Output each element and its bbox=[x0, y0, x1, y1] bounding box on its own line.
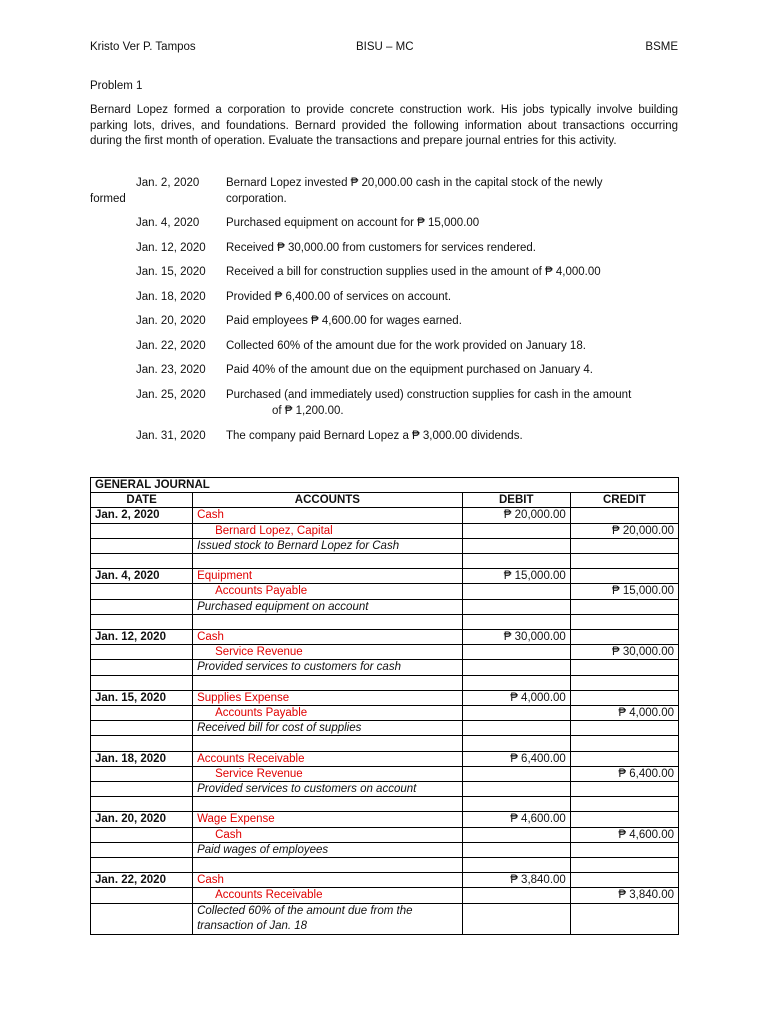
journal-row-spacer bbox=[91, 858, 679, 873]
empty-cell bbox=[570, 751, 678, 766]
entry-explanation: Purchased equipment on account bbox=[193, 599, 463, 614]
journal-row-spacer bbox=[91, 554, 679, 569]
empty-cell bbox=[91, 599, 193, 614]
journal-row-explanation bbox=[91, 599, 679, 614]
empty-cell bbox=[91, 797, 193, 812]
empty-cell bbox=[462, 584, 570, 599]
empty-cell bbox=[462, 721, 570, 736]
empty-cell bbox=[570, 630, 678, 645]
empty-cell bbox=[570, 690, 678, 705]
empty-cell bbox=[193, 858, 463, 873]
empty-cell bbox=[91, 858, 193, 873]
empty-cell bbox=[570, 675, 678, 690]
author-name: Kristo Ver P. Tampos bbox=[90, 41, 196, 53]
empty-cell bbox=[193, 797, 463, 812]
debit-account: Wage Expense bbox=[193, 812, 463, 827]
empty-cell bbox=[91, 554, 193, 569]
empty-cell bbox=[570, 721, 678, 736]
entry-date: Jan. 20, 2020 bbox=[91, 812, 193, 827]
col-debit-header: DEBIT bbox=[462, 493, 570, 508]
empty-cell bbox=[91, 888, 193, 903]
debit-amount: ₱ 20,000.00 bbox=[462, 508, 570, 523]
transaction-text-continued: corporation. bbox=[226, 192, 287, 205]
empty-cell bbox=[570, 614, 678, 629]
journal-row-credit bbox=[91, 645, 679, 660]
transaction-text: Collected 60% of the amount due for the work provided on January 18. bbox=[226, 340, 586, 352]
debit-account: Accounts Receivable bbox=[193, 751, 463, 766]
entry-date: Jan. 22, 2020 bbox=[91, 873, 193, 888]
course-name: BSME bbox=[645, 41, 678, 53]
journal-row-debit bbox=[91, 690, 679, 705]
transaction-description bbox=[226, 339, 678, 355]
transaction-text: Provided ₱ 6,400.00 of services on account. bbox=[226, 291, 452, 303]
col-credit-header: CREDIT bbox=[570, 493, 678, 508]
credit-amount: ₱ 4,600.00 bbox=[570, 827, 678, 842]
empty-cell bbox=[193, 675, 463, 690]
transaction-text-continued: of ₱ 1,200.00. bbox=[272, 404, 344, 417]
journal-title: GENERAL JOURNAL bbox=[91, 478, 679, 493]
credit-amount: ₱ 3,840.00 bbox=[570, 888, 678, 903]
empty-cell bbox=[462, 660, 570, 675]
empty-cell bbox=[91, 538, 193, 553]
transaction-date: Jan. 12, 2020 bbox=[136, 242, 206, 254]
empty-cell bbox=[91, 614, 193, 629]
transaction-date: Jan. 31, 2020 bbox=[136, 430, 206, 442]
empty-cell bbox=[462, 706, 570, 721]
transaction-wrap-word: formed bbox=[90, 192, 126, 205]
credit-account: Bernard Lopez, Capital bbox=[193, 523, 463, 538]
empty-cell bbox=[91, 645, 193, 660]
empty-cell bbox=[570, 903, 678, 934]
empty-cell bbox=[193, 736, 463, 751]
entry-date: Jan. 12, 2020 bbox=[91, 630, 193, 645]
debit-amount: ₱ 30,000.00 bbox=[462, 630, 570, 645]
empty-cell bbox=[91, 660, 193, 675]
transaction-date: Jan. 23, 2020 bbox=[136, 364, 206, 376]
entry-date: Jan. 15, 2020 bbox=[91, 690, 193, 705]
page-header bbox=[90, 41, 678, 57]
debit-amount: ₱ 6,400.00 bbox=[462, 751, 570, 766]
journal-row-credit bbox=[91, 766, 679, 781]
empty-cell bbox=[462, 782, 570, 797]
empty-cell bbox=[91, 842, 193, 857]
journal-row-debit bbox=[91, 751, 679, 766]
problem-title: Problem 1 bbox=[90, 80, 143, 92]
entry-explanation: Issued stock to Bernard Lopez for Cash bbox=[193, 538, 463, 553]
journal-row-spacer bbox=[91, 675, 679, 690]
empty-cell bbox=[570, 569, 678, 584]
entry-date: Jan. 4, 2020 bbox=[91, 569, 193, 584]
journal-row-credit bbox=[91, 888, 679, 903]
empty-cell bbox=[462, 538, 570, 553]
credit-account: Cash bbox=[193, 827, 463, 842]
empty-cell bbox=[462, 842, 570, 857]
journal-row-credit bbox=[91, 827, 679, 842]
journal-row-spacer bbox=[91, 736, 679, 751]
empty-cell bbox=[462, 888, 570, 903]
entry-explanation: Provided services to customers on account bbox=[193, 782, 463, 797]
journal-body bbox=[91, 508, 679, 934]
empty-cell bbox=[462, 554, 570, 569]
empty-cell bbox=[570, 858, 678, 873]
journal-row-credit bbox=[91, 706, 679, 721]
transaction-description bbox=[226, 176, 678, 207]
credit-amount: ₱ 4,000.00 bbox=[570, 706, 678, 721]
debit-amount: ₱ 3,840.00 bbox=[462, 873, 570, 888]
credit-account: Accounts Receivable bbox=[193, 888, 463, 903]
transaction-text: Purchased (and immediately used) construction supplies for cash in the amount bbox=[226, 389, 632, 401]
credit-amount: ₱ 20,000.00 bbox=[570, 523, 678, 538]
transaction-description bbox=[226, 290, 678, 306]
journal-row-spacer bbox=[91, 797, 679, 812]
empty-cell bbox=[462, 827, 570, 842]
empty-cell bbox=[462, 797, 570, 812]
debit-account: Supplies Expense bbox=[193, 690, 463, 705]
journal-row-explanation bbox=[91, 782, 679, 797]
transaction-description bbox=[226, 265, 678, 281]
empty-cell bbox=[570, 538, 678, 553]
empty-cell bbox=[570, 873, 678, 888]
empty-cell bbox=[462, 645, 570, 660]
transaction-text: Received ₱ 30,000.00 from customers for services rendered. bbox=[226, 242, 537, 254]
empty-cell bbox=[91, 523, 193, 538]
journal-row-debit bbox=[91, 569, 679, 584]
empty-cell bbox=[193, 614, 463, 629]
credit-account: Service Revenue bbox=[193, 766, 463, 781]
empty-cell bbox=[91, 675, 193, 690]
debit-amount: ₱ 15,000.00 bbox=[462, 569, 570, 584]
debit-account: Cash bbox=[193, 630, 463, 645]
empty-cell bbox=[570, 812, 678, 827]
transaction-description bbox=[226, 388, 678, 419]
journal-row-explanation bbox=[91, 660, 679, 675]
school-name: BISU – MC bbox=[356, 41, 414, 53]
entry-date: Jan. 2, 2020 bbox=[91, 508, 193, 523]
credit-amount: ₱ 15,000.00 bbox=[570, 584, 678, 599]
debit-amount: ₱ 4,600.00 bbox=[462, 812, 570, 827]
empty-cell bbox=[462, 903, 570, 934]
empty-cell bbox=[91, 736, 193, 751]
journal-row-explanation bbox=[91, 721, 679, 736]
empty-cell bbox=[570, 660, 678, 675]
empty-cell bbox=[91, 827, 193, 842]
journal-row-credit bbox=[91, 584, 679, 599]
empty-cell bbox=[570, 599, 678, 614]
empty-cell bbox=[570, 554, 678, 569]
transaction-text: The company paid Bernard Lopez a ₱ 3,000.00 dividends. bbox=[226, 430, 523, 442]
empty-cell bbox=[91, 782, 193, 797]
transaction-description bbox=[226, 314, 678, 330]
empty-cell bbox=[91, 584, 193, 599]
entry-explanation: Received bill for cost of supplies bbox=[193, 721, 463, 736]
empty-cell bbox=[462, 858, 570, 873]
journal-row-spacer bbox=[91, 614, 679, 629]
credit-account: Accounts Payable bbox=[193, 706, 463, 721]
empty-cell bbox=[462, 523, 570, 538]
credit-account: Accounts Payable bbox=[193, 584, 463, 599]
debit-amount: ₱ 4,000.00 bbox=[462, 690, 570, 705]
empty-cell bbox=[570, 842, 678, 857]
transaction-text: Bernard Lopez invested ₱ 20,000.00 cash in the capital stock of the newly bbox=[226, 177, 603, 189]
empty-cell bbox=[462, 736, 570, 751]
transaction-text: Paid employees ₱ 4,600.00 for wages earned. bbox=[226, 315, 462, 327]
journal-row-debit bbox=[91, 812, 679, 827]
entry-explanation: Collected 60% of the amount due from the transaction of Jan. 18 bbox=[193, 903, 463, 934]
transaction-description bbox=[226, 429, 678, 445]
credit-account: Service Revenue bbox=[193, 645, 463, 660]
problem-intro: Bernard Lopez formed a corporation to provide concrete construction work. His jobs typically involve building parking lots, drives, and foundations. Bernard provided the following information about transactions occurring during the first month of operation. Evaluate the transactions and prepare journal entries for this activity. bbox=[90, 104, 678, 147]
transaction-date: Jan. 25, 2020 bbox=[136, 389, 206, 401]
journal-row-credit bbox=[91, 523, 679, 538]
debit-account: Equipment bbox=[193, 569, 463, 584]
empty-cell bbox=[91, 706, 193, 721]
empty-cell bbox=[91, 766, 193, 781]
journal-row-debit bbox=[91, 508, 679, 523]
empty-cell bbox=[570, 782, 678, 797]
debit-account: Cash bbox=[193, 508, 463, 523]
transaction-description bbox=[226, 216, 678, 232]
transaction-date: Jan. 4, 2020 bbox=[136, 217, 200, 229]
transaction-date: Jan. 15, 2020 bbox=[136, 266, 206, 278]
empty-cell bbox=[570, 736, 678, 751]
transaction-date: Jan. 20, 2020 bbox=[136, 315, 206, 327]
empty-cell bbox=[193, 554, 463, 569]
entry-explanation: Provided services to customers for cash bbox=[193, 660, 463, 675]
transaction-date: Jan. 22, 2020 bbox=[136, 340, 206, 352]
empty-cell bbox=[462, 614, 570, 629]
empty-cell bbox=[91, 903, 193, 934]
entry-explanation: Paid wages of employees bbox=[193, 842, 463, 857]
transaction-description bbox=[226, 241, 678, 257]
credit-amount: ₱ 6,400.00 bbox=[570, 766, 678, 781]
transaction-text: Purchased equipment on account for ₱ 15,000.00 bbox=[226, 217, 480, 229]
debit-account: Cash bbox=[193, 873, 463, 888]
journal-row-explanation bbox=[91, 538, 679, 553]
journal-row-debit bbox=[91, 873, 679, 888]
journal-row-debit bbox=[91, 630, 679, 645]
transaction-text: Received a bill for construction supplies used in the amount of ₱ 4,000.00 bbox=[226, 266, 601, 278]
transaction-date: Jan. 18, 2020 bbox=[136, 291, 206, 303]
transaction-description bbox=[226, 363, 678, 379]
empty-cell bbox=[570, 508, 678, 523]
journal-row-explanation bbox=[91, 842, 679, 857]
empty-cell bbox=[462, 599, 570, 614]
journal-row-explanation bbox=[91, 903, 679, 934]
transaction-date: Jan. 2, 2020 bbox=[136, 177, 200, 189]
empty-cell bbox=[91, 721, 193, 736]
empty-cell bbox=[462, 675, 570, 690]
col-accounts-header: ACCOUNTS bbox=[193, 493, 463, 508]
col-date-header: DATE bbox=[91, 493, 193, 508]
general-journal-table bbox=[90, 477, 679, 935]
entry-date: Jan. 18, 2020 bbox=[91, 751, 193, 766]
credit-amount: ₱ 30,000.00 bbox=[570, 645, 678, 660]
empty-cell bbox=[570, 797, 678, 812]
transaction-text: Paid 40% of the amount due on the equipment purchased on January 4. bbox=[226, 364, 593, 376]
empty-cell bbox=[462, 766, 570, 781]
